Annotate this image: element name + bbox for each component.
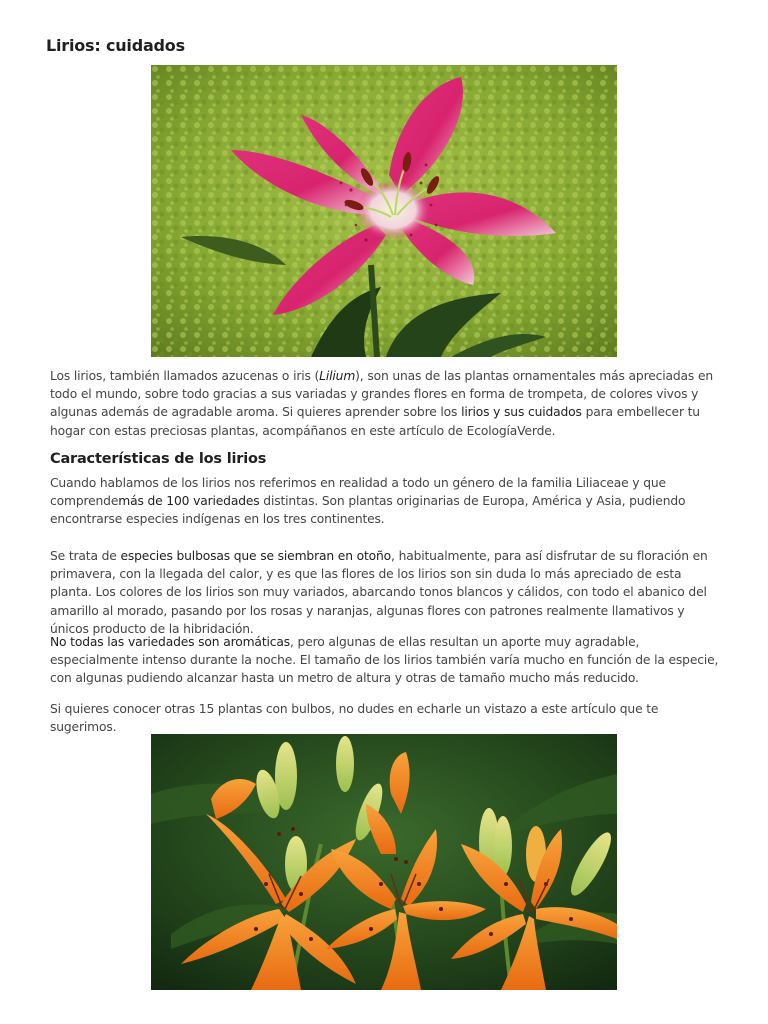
bulbs-link[interactable]: especies bulbosas que se siembran en otoño	[120, 549, 392, 563]
orange-lilies-image	[151, 734, 617, 990]
characteristics-paragraph-1: Cuando hablamos de los lirios nos referimos en realidad a todo un género de la familia Liliaceae y que comprendemás de 100 variedades distintas. Son plantas originarias de Europa, América y Asia, pudiendo encontrarse especies indígenas en los tres continentes.	[50, 476, 686, 527]
latin-name: Lilium	[319, 369, 356, 383]
section-heading: Características de los lirios	[50, 451, 267, 467]
pink-lily-image	[151, 65, 617, 357]
bulb-plants-paragraph: Si quieres conocer otras 15 plantas con bulbos, no dudes en echarle un vistazo a este artículo que te sugerimos.	[50, 702, 659, 735]
care-link[interactable]: lirios y sus cuidados	[461, 405, 582, 420]
aromatic-link[interactable]: No todas las variedades son aromáticas	[50, 635, 291, 649]
characteristics-paragraph-2: Se trata de especies bulbosas que se siembran en otoño, habitualmente, para así disfrutar de su floración en primavera, con la llegada del calor, y es que las flores de los lirios son sin duda lo más apreciado de esta planta. Los colores de los lirios son muy variados, abarcando tonos blancos y cálidos, con todo el abanico del amarillo al morado, pasando por los rosas y naranjas, algunas flores con patrones realmente llamativos y únicos producto de la hibridación.	[50, 549, 708, 636]
page-title: Lirios: cuidados	[46, 36, 185, 55]
intro-paragraph: Los lirios, también llamados azucenas o iris (Lilium), son unas de las plantas ornamentales más apreciadas en todo el mundo, sobre todo gracias a sus variadas y grandes flores en forma de trompeta, de colores vivos y algunas además de agradable aroma. Si quieres aprender sobre los lirios y sus cuidados para embellecer tu hogar con estas preciosas plantas, acompáñanos en este artículo de EcologíaVerde.	[50, 369, 713, 438]
varieties-link[interactable]: más de 100 variedades	[118, 494, 260, 509]
characteristics-paragraph-3: No todas las variedades son aromáticas, pero algunas de ellas resultan un aporte muy agradable, especialmente intenso durante la noche. El tamaño de los lirios también varía mucho en función de la especie, con algunas pudiendo alcanzar hasta un metro de altura y otras de tamaño mucho más reducido.	[50, 635, 719, 686]
